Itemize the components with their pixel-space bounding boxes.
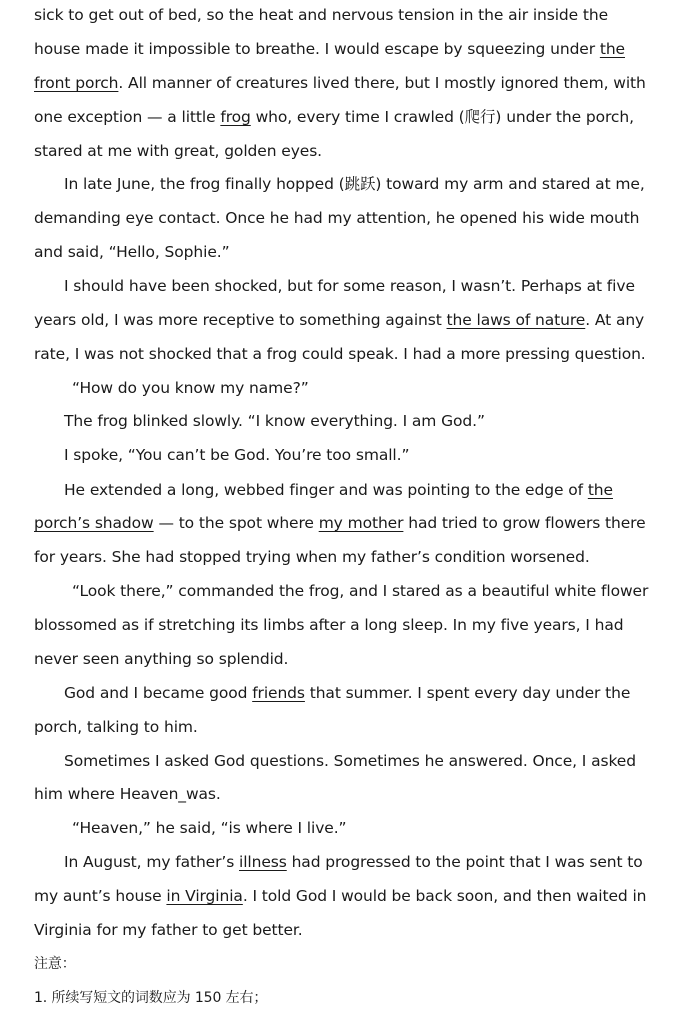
text-segment: I should have been shocked, but for some reason, I wasn’t. Perhaps at five [64, 277, 635, 295]
text-segment: demanding eye contact. Once he had my attention, he opened his wide mouth [34, 209, 640, 227]
text-line [34, 547, 664, 567]
text-line [64, 276, 664, 296]
text-segment: sick to get out of bed, so the heat and nervous tension in the air inside the [34, 6, 609, 24]
text-line [34, 513, 664, 533]
text-line [34, 310, 664, 330]
text-segment: Sometimes I asked God questions. Sometimes he answered. Once, I asked [64, 752, 636, 770]
text-segment: In August, my father’s [64, 853, 240, 871]
underlined-phrase: porch’s shadow [34, 514, 154, 532]
underlined-phrase: my mother [318, 514, 404, 532]
text-segment: stared at me with great, golden eyes. [34, 142, 323, 160]
text-segment: The frog blinked slowly. “I know everything. I am God.” [64, 412, 485, 430]
underlined-phrase: the laws of nature [446, 311, 586, 329]
text-segment: . All manner of creatures lived there, but I mostly ignored them, with [118, 74, 646, 92]
text-line [34, 344, 664, 364]
text-segment: I spoke, “You can’t be God. You’re too small.” [64, 446, 410, 464]
text-segment: years old, I was more receptive to something against [34, 311, 447, 329]
text-line [64, 411, 664, 431]
text-segment: that summer. I spent every day under the [304, 684, 631, 702]
text-segment: “Look there,” commanded the frog, and I stared as a beautiful white flower [72, 582, 649, 600]
text-line [64, 852, 664, 872]
text-segment: . I told God I would be back soon, and then waited in [242, 887, 647, 905]
text-line [64, 751, 664, 771]
text-line [64, 683, 664, 703]
text-segment: porch, talking to him. [34, 718, 198, 736]
text-line [64, 174, 664, 194]
text-line [34, 242, 664, 262]
note-item [34, 988, 664, 1008]
text-line [64, 480, 664, 500]
text-segment: “Heaven,” he said, “is where I live.” [72, 819, 347, 837]
underlined-phrase: front porch [34, 74, 119, 92]
text-line [34, 615, 664, 635]
text-segment: — to the spot where [153, 514, 319, 532]
note-heading [34, 954, 664, 974]
text-segment: God and I became good [64, 684, 253, 702]
text-segment: . At any [585, 311, 645, 329]
text-segment: had tried to grow flowers there [403, 514, 646, 532]
text-line [72, 581, 664, 601]
text-segment: had progressed to the point that I was sent to [286, 853, 643, 871]
text-line [34, 208, 664, 228]
text-line [34, 141, 664, 161]
text-segment: house made it impossible to breathe. I would escape by squeezing under [34, 40, 600, 58]
text-segment: one exception — a little [34, 108, 221, 126]
underlined-phrase: the [587, 481, 613, 499]
text-line [34, 73, 664, 93]
text-segment: In late June, the frog finally hopped (跳跃) toward my arm and stared at me, [64, 175, 645, 193]
underlined-phrase: in Virginia [166, 887, 243, 905]
text-line [34, 886, 664, 906]
text-segment: who, every time I crawled (爬行) under the porch, [250, 108, 634, 126]
text-line [34, 5, 664, 25]
text-segment: He extended a long, webbed finger and was pointing to the edge of [64, 481, 588, 499]
text-segment: never seen anything so splendid. [34, 650, 289, 668]
text-line [34, 39, 664, 59]
text-line [34, 107, 664, 127]
text-segment: him where Heaven_was. [34, 785, 221, 803]
text-segment: “How do you know my name?” [72, 379, 309, 397]
text-line [72, 818, 664, 838]
text-line [34, 920, 664, 940]
text-segment: Virginia for my father to get better. [34, 921, 303, 939]
underlined-phrase: the [599, 40, 625, 58]
text-line [64, 445, 664, 465]
text-segment: blossomed as if stretching its limbs after a long sleep. In my five years, I had [34, 616, 624, 634]
text-segment: for years. She had stopped trying when my father’s condition worsened. [34, 548, 590, 566]
text-line [72, 378, 664, 398]
text-segment: 注意： [34, 956, 76, 972]
text-segment: rate, I was not shocked that a frog could speak. I had a more pressing question. [34, 345, 646, 363]
text-line [34, 649, 664, 669]
underlined-phrase: friends [252, 684, 305, 702]
text-segment: 1. 所续写短文的词数应为 150 左右； [34, 990, 268, 1006]
underlined-phrase: illness [239, 853, 287, 871]
text-segment: and said, “Hello, Sophie.” [34, 243, 230, 261]
text-line [34, 717, 664, 737]
text-line [34, 784, 664, 804]
underlined-phrase: frog [220, 108, 251, 126]
text-segment: my aunt’s house [34, 887, 167, 905]
